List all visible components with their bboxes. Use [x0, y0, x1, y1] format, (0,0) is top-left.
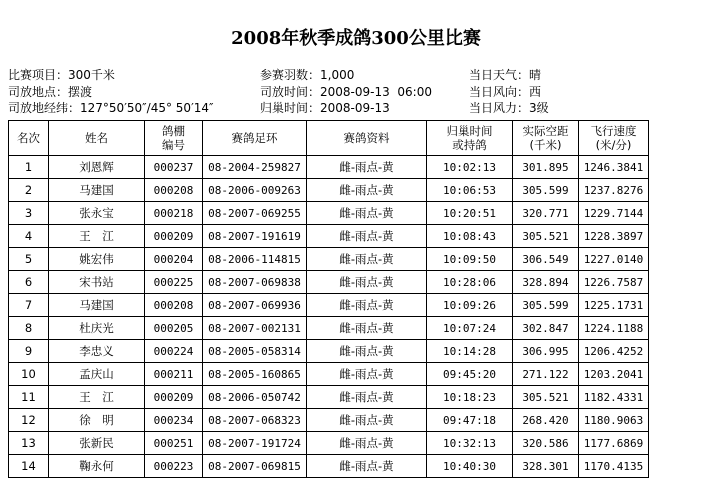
cell-loft: 000209 — [145, 386, 203, 409]
cell-name: 王 江 — [49, 386, 145, 409]
table-row — [9, 455, 649, 478]
event-info — [8, 67, 115, 83]
weather-value: 晴 — [529, 68, 542, 82]
cell-distance: 328.301 — [513, 455, 579, 478]
cell-speed: 1229.7144 — [579, 202, 649, 225]
cell-ring: 08-2007-002131 — [203, 317, 307, 340]
header-arrival — [427, 121, 513, 156]
release-place-label: 司放地点： — [8, 85, 69, 99]
cell-speed: 1180.9063 — [579, 409, 649, 432]
cell-rank: 1 — [9, 156, 49, 179]
cell-rank: 10 — [9, 363, 49, 386]
cell-arrival: 10:09:50 — [427, 248, 513, 271]
cell-arrival: 10:09:26 — [427, 294, 513, 317]
cell-speed: 1224.1188 — [579, 317, 649, 340]
cell-loft: 000225 — [145, 271, 203, 294]
release-place-info — [8, 84, 92, 100]
cell-pigeon: 雌-雨点-黄 — [307, 317, 427, 340]
cell-speed: 1177.6869 — [579, 432, 649, 455]
cell-arrival: 10:02:13 — [427, 156, 513, 179]
cell-name: 李忠义 — [49, 340, 145, 363]
cell-speed: 1170.4135 — [579, 455, 649, 478]
header-distance — [513, 121, 579, 156]
cell-rank: 8 — [9, 317, 49, 340]
entries-value: 1,000 — [320, 68, 355, 82]
table-row — [9, 248, 649, 271]
cell-distance: 305.521 — [513, 386, 579, 409]
table-header-row — [9, 121, 649, 156]
cell-ring: 08-2007-191619 — [203, 225, 307, 248]
wind-direction-label: 当日风向： — [469, 85, 530, 99]
event-label: 比赛项目： — [8, 68, 69, 82]
cell-loft: 000224 — [145, 340, 203, 363]
release-time-value: 2008-09-13 06:00 — [320, 85, 432, 99]
header-arrival-line1: 归巢时间 — [446, 124, 493, 138]
cell-distance: 271.122 — [513, 363, 579, 386]
header-rank: 名次 — [9, 121, 49, 156]
cell-distance: 268.420 — [513, 409, 579, 432]
header-loft-line2: 编号 — [162, 138, 185, 152]
wind-force-info — [469, 100, 549, 116]
cell-ring: 08-2007-069255 — [203, 202, 307, 225]
header-loft — [145, 121, 203, 156]
table-row — [9, 202, 649, 225]
table-row — [9, 271, 649, 294]
cell-pigeon: 雌-雨点-黄 — [307, 340, 427, 363]
cell-pigeon: 雌-雨点-黄 — [307, 455, 427, 478]
cell-distance: 301.895 — [513, 156, 579, 179]
results-body — [9, 156, 649, 478]
cell-pigeon: 雌-雨点-黄 — [307, 294, 427, 317]
header-speed — [579, 121, 649, 156]
cell-name: 鞠永何 — [49, 455, 145, 478]
cell-name: 马建国 — [49, 179, 145, 202]
cell-rank: 11 — [9, 386, 49, 409]
cell-arrival: 10:07:24 — [427, 317, 513, 340]
table-row — [9, 317, 649, 340]
page-title: 2008年秋季成鸽300公里比赛 — [231, 28, 481, 49]
cell-distance: 320.771 — [513, 202, 579, 225]
table-row — [9, 156, 649, 179]
cell-name: 姚宏伟 — [49, 248, 145, 271]
cell-name: 张永宝 — [49, 202, 145, 225]
cell-pigeon: 雌-雨点-黄 — [307, 432, 427, 455]
cell-speed: 1226.7587 — [579, 271, 649, 294]
cell-name: 马建国 — [49, 294, 145, 317]
header-pigeon: 赛鸽资料 — [307, 121, 427, 156]
cell-distance: 305.521 — [513, 225, 579, 248]
table-row — [9, 294, 649, 317]
wind-direction-value: 西 — [529, 85, 542, 99]
cell-arrival: 10:06:53 — [427, 179, 513, 202]
return-time-value: 2008-09-13 — [320, 101, 390, 115]
table-row — [9, 225, 649, 248]
cell-distance: 328.894 — [513, 271, 579, 294]
cell-speed: 1203.2041 — [579, 363, 649, 386]
wind-force-label: 当日风力： — [469, 101, 530, 115]
header-loft-line1: 鸽棚 — [162, 124, 185, 138]
cell-arrival: 10:18:23 — [427, 386, 513, 409]
cell-loft: 000251 — [145, 432, 203, 455]
coords-info — [8, 100, 214, 116]
cell-ring: 08-2007-068323 — [203, 409, 307, 432]
header-name: 姓名 — [49, 121, 145, 156]
cell-loft: 000223 — [145, 455, 203, 478]
entries-label: 参赛羽数： — [260, 68, 321, 82]
cell-rank: 13 — [9, 432, 49, 455]
cell-ring: 08-2007-069815 — [203, 455, 307, 478]
cell-arrival: 10:08:43 — [427, 225, 513, 248]
cell-pigeon: 雌-雨点-黄 — [307, 156, 427, 179]
cell-arrival: 10:14:28 — [427, 340, 513, 363]
cell-ring: 08-2006-114815 — [203, 248, 307, 271]
release-place-value: 摆渡 — [68, 85, 93, 99]
entries-info — [260, 67, 354, 83]
release-time-info — [260, 84, 432, 100]
cell-pigeon: 雌-雨点-黄 — [307, 386, 427, 409]
cell-speed: 1246.3841 — [579, 156, 649, 179]
cell-ring: 08-2004-259827 — [203, 156, 307, 179]
cell-loft: 000209 — [145, 225, 203, 248]
cell-speed: 1206.4252 — [579, 340, 649, 363]
weather-info — [469, 67, 541, 83]
header-distance-line2: (千米) — [529, 138, 562, 152]
cell-rank: 7 — [9, 294, 49, 317]
cell-arrival: 10:20:51 — [427, 202, 513, 225]
cell-speed: 1227.0140 — [579, 248, 649, 271]
cell-arrival: 09:47:18 — [427, 409, 513, 432]
return-time-info — [260, 100, 390, 116]
table-row — [9, 363, 649, 386]
cell-speed: 1182.4331 — [579, 386, 649, 409]
cell-loft: 000234 — [145, 409, 203, 432]
cell-ring: 08-2007-069936 — [203, 294, 307, 317]
cell-rank: 4 — [9, 225, 49, 248]
weather-label: 当日天气： — [469, 68, 530, 82]
cell-pigeon: 雌-雨点-黄 — [307, 248, 427, 271]
cell-loft: 000211 — [145, 363, 203, 386]
cell-name: 宋书站 — [49, 271, 145, 294]
cell-pigeon: 雌-雨点-黄 — [307, 179, 427, 202]
cell-distance: 306.549 — [513, 248, 579, 271]
cell-rank: 6 — [9, 271, 49, 294]
cell-name: 张新民 — [49, 432, 145, 455]
cell-loft: 000208 — [145, 294, 203, 317]
return-time-label: 归巢时间： — [260, 101, 321, 115]
cell-speed: 1237.8276 — [579, 179, 649, 202]
header-arrival-line2: 或持鸽 — [452, 138, 487, 152]
cell-rank: 14 — [9, 455, 49, 478]
cell-speed: 1225.1731 — [579, 294, 649, 317]
coords-label: 司放地经纬： — [8, 101, 81, 115]
cell-arrival: 10:32:13 — [427, 432, 513, 455]
cell-pigeon: 雌-雨点-黄 — [307, 225, 427, 248]
table-row — [9, 386, 649, 409]
cell-loft: 000205 — [145, 317, 203, 340]
cell-arrival: 09:45:20 — [427, 363, 513, 386]
header-ring: 赛鸽足环 — [203, 121, 307, 156]
table-row — [9, 340, 649, 363]
table-row — [9, 432, 649, 455]
cell-speed: 1228.3897 — [579, 225, 649, 248]
header-speed-line1: 飞行速度 — [590, 124, 637, 138]
cell-loft: 000218 — [145, 202, 203, 225]
cell-loft: 000208 — [145, 179, 203, 202]
cell-pigeon: 雌-雨点-黄 — [307, 271, 427, 294]
cell-distance: 305.599 — [513, 179, 579, 202]
cell-ring: 08-2007-069838 — [203, 271, 307, 294]
table-row — [9, 409, 649, 432]
cell-name: 刘恩辉 — [49, 156, 145, 179]
cell-ring: 08-2007-191724 — [203, 432, 307, 455]
header-distance-line1: 实际空距 — [522, 124, 569, 138]
coords-value: 127°50′50″/45° 50′14″ — [80, 101, 214, 115]
cell-rank: 12 — [9, 409, 49, 432]
cell-rank: 2 — [9, 179, 49, 202]
cell-distance: 306.995 — [513, 340, 579, 363]
wind-direction-info — [469, 84, 541, 100]
cell-distance: 302.847 — [513, 317, 579, 340]
cell-pigeon: 雌-雨点-黄 — [307, 409, 427, 432]
cell-ring: 08-2005-058314 — [203, 340, 307, 363]
cell-rank: 3 — [9, 202, 49, 225]
cell-name: 孟庆山 — [49, 363, 145, 386]
header-speed-line2: (米/分) — [595, 138, 632, 152]
cell-distance: 305.599 — [513, 294, 579, 317]
cell-loft: 000237 — [145, 156, 203, 179]
cell-name: 王 江 — [49, 225, 145, 248]
cell-name: 徐 明 — [49, 409, 145, 432]
event-value: 300千米 — [68, 68, 115, 82]
cell-rank: 9 — [9, 340, 49, 363]
cell-pigeon: 雌-雨点-黄 — [307, 363, 427, 386]
cell-distance: 320.586 — [513, 432, 579, 455]
cell-pigeon: 雌-雨点-黄 — [307, 202, 427, 225]
table-row — [9, 179, 649, 202]
cell-ring: 08-2005-160865 — [203, 363, 307, 386]
cell-arrival: 10:40:30 — [427, 455, 513, 478]
wind-force-value: 3级 — [529, 101, 549, 115]
results-table — [8, 120, 649, 478]
release-time-label: 司放时间： — [260, 85, 321, 99]
cell-ring: 08-2006-050742 — [203, 386, 307, 409]
cell-ring: 08-2006-009263 — [203, 179, 307, 202]
cell-arrival: 10:28:06 — [427, 271, 513, 294]
cell-loft: 000204 — [145, 248, 203, 271]
cell-name: 杜庆光 — [49, 317, 145, 340]
cell-rank: 5 — [9, 248, 49, 271]
